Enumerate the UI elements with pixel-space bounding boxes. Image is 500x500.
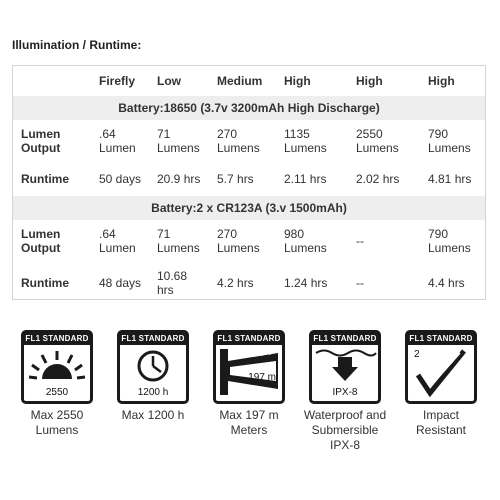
battery-2-label: Battery:2 x CR123A (3.v 1500mAh) <box>13 196 485 220</box>
row-label: Runtime <box>21 172 69 186</box>
fl1-header: FL1 STANDARD <box>217 334 281 343</box>
table-cell: 980 Lumens <box>284 227 327 255</box>
badge-value: IPX-8 <box>332 387 358 398</box>
battery-band-row <box>13 196 485 220</box>
table-cell: 790 Lumens <box>428 227 471 255</box>
table-row <box>13 120 485 162</box>
table-cell: 2.11 hrs <box>284 172 327 186</box>
table-cell: 71 Lumens <box>157 127 200 155</box>
badge-caption: Max 1200 h <box>121 408 185 422</box>
header-cell: Low <box>157 74 181 88</box>
table-row <box>13 162 485 196</box>
fl1-header: FL1 STANDARD <box>121 334 185 343</box>
badge-value: 1200 h <box>137 387 169 398</box>
table-cell: .64 Lumen <box>99 227 136 255</box>
table-cell: .64 Lumen <box>99 127 136 155</box>
row-label: Lumen Output <box>21 227 61 255</box>
table-cell: 270 Lumens <box>217 227 260 255</box>
badge-caption: Max 197 m Meters <box>219 408 279 437</box>
header-cell: Medium <box>217 74 263 88</box>
table-header-row <box>13 66 485 96</box>
fl1-light-output-badge <box>12 330 102 438</box>
table-cell: 4.81 hrs <box>428 172 472 186</box>
table-cell: 4.2 hrs <box>217 276 254 290</box>
table-cell: 2550 Lumens <box>356 127 399 155</box>
fl1-header: FL1 STANDARD <box>25 334 89 343</box>
table-cell: -- <box>356 234 364 248</box>
badge-value: 2550 <box>45 387 69 398</box>
table-cell: 4.4 hrs <box>428 276 465 290</box>
table-cell: 10.68 hrs <box>157 269 188 297</box>
fl1-impact-badge <box>396 330 486 438</box>
header-cell: Firefly <box>99 74 136 88</box>
illumination-table <box>12 65 486 300</box>
fl1-icon-row <box>0 330 500 470</box>
table-cell: 1135 Lumens <box>284 127 327 155</box>
table-cell: 2.02 hrs <box>356 172 400 186</box>
table-cell: 71 Lumens <box>157 227 200 255</box>
table-cell: 270 Lumens <box>217 127 260 155</box>
header-cell: High <box>428 74 455 88</box>
section-heading: Illumination / Runtime: <box>12 38 142 52</box>
header-cell: High <box>356 74 383 88</box>
table-cell: 20.9 hrs <box>157 172 201 186</box>
table-cell: 48 days <box>99 276 142 290</box>
table-cell: 790 Lumens <box>428 127 471 155</box>
badge-caption: Max 2550 Lumens <box>30 408 84 437</box>
fl1-runtime-badge <box>108 330 198 423</box>
table-row <box>13 262 485 304</box>
fl1-beam-distance-badge <box>204 330 294 438</box>
row-label: Lumen Output <box>21 127 61 155</box>
table-cell: 50 days <box>99 172 142 186</box>
battery-1-label: Battery:18650 (3.7v 3200mAh High Discharge) <box>13 96 485 120</box>
table-cell: -- <box>356 276 364 290</box>
table-row <box>13 220 485 262</box>
fl1-waterproof-badge <box>300 330 390 453</box>
row-label: Runtime <box>21 276 69 290</box>
fl1-header: FL1 STANDARD <box>313 334 377 343</box>
fl1-header: FL1 STANDARD <box>409 334 473 343</box>
header-cell <box>13 66 91 96</box>
header-cell: High <box>284 74 311 88</box>
table-cell: 5.7 hrs <box>217 172 254 186</box>
badge-value: 197 m <box>248 372 276 383</box>
badge-value: 2 <box>414 349 420 360</box>
table-cell: 1.24 hrs <box>284 276 328 290</box>
badge-caption: Waterproof and Submersible IPX-8 <box>303 408 387 452</box>
battery-band-row <box>13 96 485 120</box>
badge-caption: Impact Resistant <box>415 408 467 437</box>
